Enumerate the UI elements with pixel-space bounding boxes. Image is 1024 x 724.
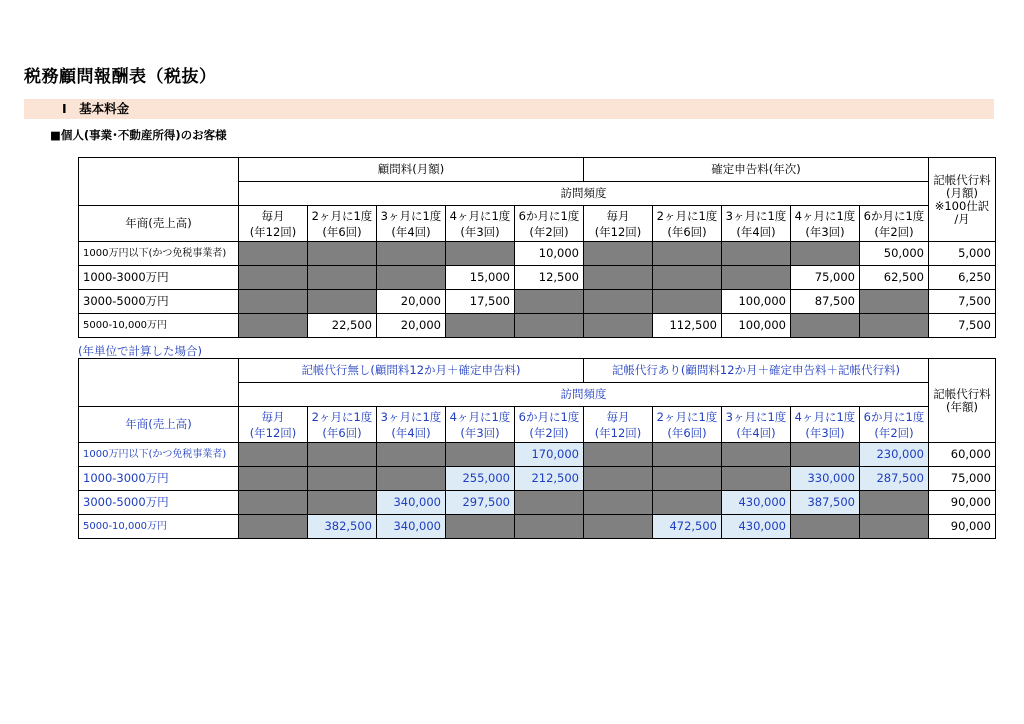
not-applicable-cell <box>584 266 653 290</box>
bookkeeping-fee-cell: 90,000 <box>929 515 996 539</box>
not-applicable-cell <box>239 290 308 314</box>
not-applicable-cell <box>791 314 860 338</box>
not-applicable-cell <box>722 443 791 467</box>
not-applicable-cell <box>653 266 722 290</box>
freq-bottom: (年12回) <box>249 224 297 239</box>
fee-cell: 22,500 <box>308 314 377 338</box>
not-applicable-cell <box>515 314 584 338</box>
table-row <box>79 242 996 266</box>
freq-bottom: (年12回) <box>594 224 642 239</box>
not-applicable-cell <box>584 443 653 467</box>
not-applicable-cell <box>653 491 722 515</box>
bookkeeping-header-line: (年額) <box>946 399 978 414</box>
freq-header <box>653 206 722 242</box>
freq-bottom: (年3回) <box>460 425 500 440</box>
not-applicable-cell <box>653 443 722 467</box>
fee-cell: 20,000 <box>377 314 446 338</box>
not-applicable-cell <box>860 314 929 338</box>
freq-top: 6か月に1度 <box>863 409 925 424</box>
freq-header <box>377 407 446 443</box>
fee-cell: 62,500 <box>860 266 929 290</box>
bookkeeping-header-line: 記帳代行料 <box>933 386 991 401</box>
not-applicable-cell <box>722 242 791 266</box>
not-applicable-cell <box>860 515 929 539</box>
not-applicable-cell <box>308 266 377 290</box>
freq-bottom: (年3回) <box>805 224 845 239</box>
freq-bottom: (年3回) <box>805 425 845 440</box>
row-label: 1000万円以下(かつ免税事業者) <box>79 443 239 467</box>
visit-frequency-header: 訪問頻度 <box>239 182 929 206</box>
fee-cell: 330,000 <box>791 467 860 491</box>
fee-cell: 75,000 <box>791 266 860 290</box>
freq-header <box>860 206 929 242</box>
freq-top: 3ヶ月に1度 <box>725 409 787 424</box>
freq-top: 3ヶ月に1度 <box>725 208 787 223</box>
row-label: 5000-10,000万円 <box>79 515 239 539</box>
bookkeeping-fee-cell: 60,000 <box>929 443 996 467</box>
freq-bottom: (年12回) <box>249 425 297 440</box>
fee-cell: 340,000 <box>377 491 446 515</box>
not-applicable-cell <box>239 515 308 539</box>
bookkeeping-header <box>929 158 996 242</box>
document-title: 税務顧問報酬表（税抜） <box>24 67 217 87</box>
bookkeeping-fee-cell: 7,500 <box>929 314 996 338</box>
freq-top: 毎月 <box>606 208 630 223</box>
group-header-with-bookkeeping: 記帳代行あり(顧問料12か月＋確定申告料＋記帳代行料) <box>584 359 929 383</box>
freq-top: 毎月 <box>261 208 285 223</box>
not-applicable-cell <box>377 443 446 467</box>
not-applicable-cell <box>584 242 653 266</box>
bookkeeping-fee-cell: 5,000 <box>929 242 996 266</box>
freq-top: 毎月 <box>606 409 630 424</box>
fee-cell: 287,500 <box>860 467 929 491</box>
annual-note: (年単位で計算した場合) <box>78 344 202 358</box>
not-applicable-cell <box>239 314 308 338</box>
table-row <box>79 266 996 290</box>
table-row <box>79 515 996 539</box>
fee-cell: 340,000 <box>377 515 446 539</box>
section-bar <box>24 99 994 119</box>
fee-cell: 17,500 <box>446 290 515 314</box>
fee-cell: 170,000 <box>515 443 584 467</box>
freq-bottom: (年4回) <box>736 224 776 239</box>
freq-top: 6か月に1度 <box>518 208 580 223</box>
bookkeeping-fee-cell: 75,000 <box>929 467 996 491</box>
freq-header <box>308 206 377 242</box>
freq-header <box>377 206 446 242</box>
table-row <box>79 314 996 338</box>
not-applicable-cell <box>377 266 446 290</box>
not-applicable-cell <box>239 266 308 290</box>
row-label: 1000万円以下(かつ免税事業者) <box>79 242 239 266</box>
not-applicable-cell <box>446 443 515 467</box>
freq-header <box>239 206 308 242</box>
row-label: 3000-5000万円 <box>79 290 239 314</box>
table-row <box>79 491 996 515</box>
fee-cell: 50,000 <box>860 242 929 266</box>
freq-header <box>791 407 860 443</box>
subsection-title: ■個人(事業･不動産所得)のお客様 <box>50 128 227 142</box>
section-title: Ⅰ 基本料金 <box>62 101 130 116</box>
freq-header <box>515 206 584 242</box>
not-applicable-cell <box>584 491 653 515</box>
freq-bottom: (年4回) <box>391 224 431 239</box>
not-applicable-cell <box>791 242 860 266</box>
fee-cell: 112,500 <box>653 314 722 338</box>
fee-cell: 297,500 <box>446 491 515 515</box>
fee-cell: 387,500 <box>791 491 860 515</box>
bookkeeping-fee-cell: 90,000 <box>929 491 996 515</box>
fee-cell: 20,000 <box>377 290 446 314</box>
row-label-header: 年商(売上高) <box>79 206 239 242</box>
not-applicable-cell <box>239 467 308 491</box>
not-applicable-cell <box>377 467 446 491</box>
not-applicable-cell <box>653 290 722 314</box>
annual-fee-table <box>78 358 996 539</box>
fee-cell: 212,500 <box>515 467 584 491</box>
fee-cell: 10,000 <box>515 242 584 266</box>
not-applicable-cell <box>308 443 377 467</box>
freq-top: 2ヶ月に1度 <box>656 409 718 424</box>
freq-header <box>722 206 791 242</box>
freq-top: 2ヶ月に1度 <box>656 208 718 223</box>
not-applicable-cell <box>377 242 446 266</box>
freq-top: 2ヶ月に1度 <box>311 208 373 223</box>
not-applicable-cell <box>860 491 929 515</box>
fee-cell: 100,000 <box>722 314 791 338</box>
freq-top: 6か月に1度 <box>863 208 925 223</box>
freq-header <box>584 407 653 443</box>
table-row <box>79 290 996 314</box>
freq-header <box>722 407 791 443</box>
freq-bottom: (年6回) <box>667 425 707 440</box>
freq-top: 2ヶ月に1度 <box>311 409 373 424</box>
not-applicable-cell <box>446 242 515 266</box>
fee-cell: 472,500 <box>653 515 722 539</box>
not-applicable-cell <box>446 515 515 539</box>
not-applicable-cell <box>515 290 584 314</box>
freq-header <box>791 206 860 242</box>
freq-bottom: (年6回) <box>322 425 362 440</box>
not-applicable-cell <box>446 314 515 338</box>
not-applicable-cell <box>722 266 791 290</box>
fee-cell: 12,500 <box>515 266 584 290</box>
freq-top: 毎月 <box>261 409 285 424</box>
bookkeeping-fee-cell: 7,500 <box>929 290 996 314</box>
group-header-advisory: 顧問料(月額) <box>239 158 584 182</box>
fee-cell: 87,500 <box>791 290 860 314</box>
freq-bottom: (年6回) <box>322 224 362 239</box>
not-applicable-cell <box>308 491 377 515</box>
table-row <box>79 467 996 491</box>
freq-top: 3ヶ月に1度 <box>380 409 442 424</box>
visit-frequency-header: 訪問頻度 <box>239 383 929 407</box>
corner-cell <box>79 359 239 407</box>
table-row <box>79 443 996 467</box>
not-applicable-cell <box>791 443 860 467</box>
row-label: 3000-5000万円 <box>79 491 239 515</box>
freq-top: 3ヶ月に1度 <box>380 208 442 223</box>
fee-cell: 430,000 <box>722 515 791 539</box>
freq-bottom: (年2回) <box>529 425 569 440</box>
not-applicable-cell <box>791 515 860 539</box>
group-header-tax-return: 確定申告料(年次) <box>584 158 929 182</box>
freq-bottom: (年6回) <box>667 224 707 239</box>
bookkeeping-header-line: 記帳代行料 <box>933 172 991 187</box>
row-label-header: 年商(売上高) <box>79 407 239 443</box>
freq-bottom: (年3回) <box>460 224 500 239</box>
not-applicable-cell <box>239 443 308 467</box>
freq-header <box>584 206 653 242</box>
not-applicable-cell <box>308 290 377 314</box>
freq-bottom: (年4回) <box>736 425 776 440</box>
not-applicable-cell <box>584 467 653 491</box>
bookkeeping-header-line: ※100仕訳 <box>934 198 990 213</box>
not-applicable-cell <box>239 491 308 515</box>
freq-header <box>446 206 515 242</box>
freq-header <box>860 407 929 443</box>
not-applicable-cell <box>515 491 584 515</box>
freq-top: 4ヶ月に1度 <box>449 409 511 424</box>
not-applicable-cell <box>515 515 584 539</box>
not-applicable-cell <box>239 242 308 266</box>
freq-header <box>239 407 308 443</box>
bookkeeping-fee-cell: 6,250 <box>929 266 996 290</box>
not-applicable-cell <box>584 290 653 314</box>
fee-cell: 382,500 <box>308 515 377 539</box>
freq-header <box>515 407 584 443</box>
row-label: 1000-3000万円 <box>79 266 239 290</box>
freq-bottom: (年2回) <box>529 224 569 239</box>
freq-top: 4ヶ月に1度 <box>794 208 856 223</box>
fee-cell: 230,000 <box>860 443 929 467</box>
not-applicable-cell <box>308 242 377 266</box>
not-applicable-cell <box>584 314 653 338</box>
freq-top: 6か月に1度 <box>518 409 580 424</box>
freq-header <box>653 407 722 443</box>
freq-bottom: (年12回) <box>594 425 642 440</box>
not-applicable-cell <box>308 467 377 491</box>
freq-bottom: (年2回) <box>874 224 914 239</box>
bookkeeping-header <box>929 359 996 443</box>
monthly-fee-table <box>78 157 996 338</box>
bookkeeping-header-line: (月額) <box>946 185 978 200</box>
bookkeeping-header-line: /月 <box>954 211 970 226</box>
fee-cell: 100,000 <box>722 290 791 314</box>
freq-top: 4ヶ月に1度 <box>794 409 856 424</box>
freq-header <box>308 407 377 443</box>
freq-bottom: (年4回) <box>391 425 431 440</box>
row-label: 5000-10,000万円 <box>79 314 239 338</box>
freq-top: 4ヶ月に1度 <box>449 208 511 223</box>
not-applicable-cell <box>584 515 653 539</box>
fee-cell: 255,000 <box>446 467 515 491</box>
not-applicable-cell <box>722 467 791 491</box>
group-header-no-bookkeeping: 記帳代行無し(顧問料12か月＋確定申告料) <box>239 359 584 383</box>
corner-cell <box>79 158 239 206</box>
fee-cell: 15,000 <box>446 266 515 290</box>
row-label: 1000-3000万円 <box>79 467 239 491</box>
freq-bottom: (年2回) <box>874 425 914 440</box>
not-applicable-cell <box>653 467 722 491</box>
not-applicable-cell <box>653 242 722 266</box>
fee-cell: 430,000 <box>722 491 791 515</box>
not-applicable-cell <box>860 290 929 314</box>
freq-header <box>446 407 515 443</box>
